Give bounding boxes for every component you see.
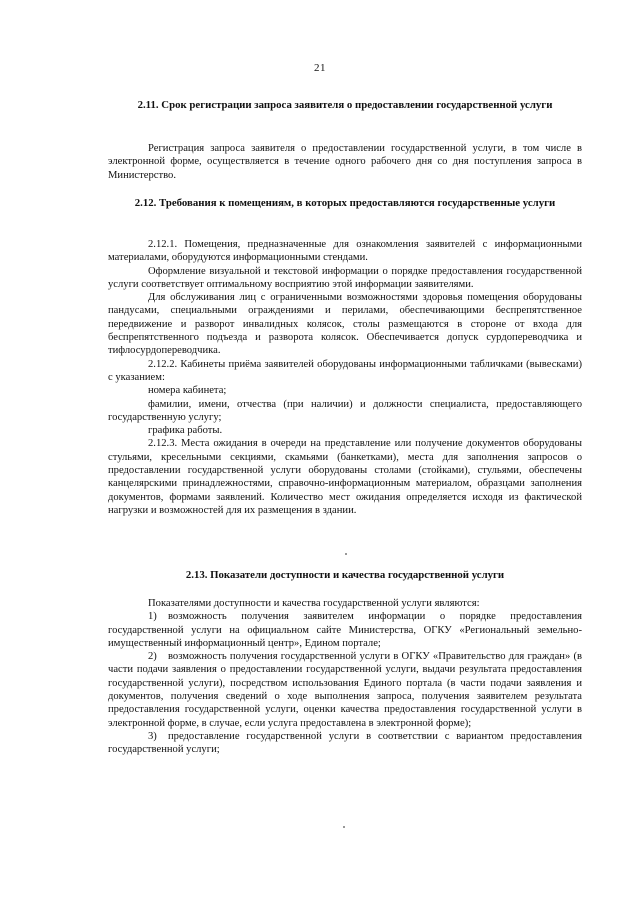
section-title: 2.13. Показатели доступности и качества государственной услуги <box>185 569 505 581</box>
paragraph: 2.12.3. Места ожидания в очереди на представление или получение документов оборудованы стульями, кресельными секциями, скамьями (банкетками), места для заполнения запросов о предоставлении государственной услуги оборудованы столами (стойками), стульями, обеспечены канцелярскими принадлежностями, справочно-информационным материалом, образцами заполнения документов, формами заявлений. Количество мест ожидания определяется исходя из фактической нагрузки и возможностей для их размещения в здании. <box>108 438 582 516</box>
section-2-11-body <box>108 142 582 182</box>
paragraph: фамилии, имени, отчества (при наличии) и должности специалиста, предоставляющего государственную услугу; <box>108 398 582 423</box>
list-item <box>108 650 582 730</box>
section-title: 2.11. Срок регистрации запроса заявителя о предоставлении государственной услуги <box>137 99 553 111</box>
paragraph: 2.12.1. Помещения, предназначенные для ознакомления заявителей с информационными материалами, оборудуются информационными стендами. <box>108 239 582 264</box>
scan-speck <box>345 553 347 555</box>
paragraph: Для обслуживания лиц с ограниченными возможностями здоровья помещения оборудованы пандусами, специальными ограждениями и перилами, обеспечивающими беспрепятственное передвижение и разворот инвалидных колясок, столы размещаются в стороне от входа для беспрепятственного подъезда и разворота колясок. Обеспечивается допуск сурдопереводчика и тифлосурдопереводчика. <box>108 292 582 357</box>
list-item <box>108 610 582 650</box>
paragraph: номера кабинета; <box>148 385 227 397</box>
list-number: 3) <box>148 730 157 742</box>
paragraph: Регистрация запроса заявителя о предоставлении государственной услуги, в том числе в электронной форме, осуществляется в течение одного рабочего дня со дня поступления запроса в Министерство. <box>108 143 582 181</box>
list-text: возможность получения заявителем информации о порядке предоставления государственной услуги на официальном сайте Министерства, ОГКУ «Региональный земельно-имущественный информационный центр», Едином портале; <box>108 611 582 649</box>
section-title: 2.12. Требования к помещениям, в которых предоставляются государственные услуги <box>134 197 556 209</box>
section-2-12-body <box>108 238 582 517</box>
section-2-12-heading <box>108 197 582 211</box>
scan-speck <box>343 826 345 828</box>
list-item <box>108 730 582 757</box>
page-number: 21 <box>314 62 326 74</box>
list-text: предоставление государственной услуги в соответствии с вариантом предоставления государственной услуги; <box>108 730 582 756</box>
paragraph: Показателями доступности и качества государственной услуги являются: <box>148 598 480 609</box>
section-2-11-heading <box>108 99 582 113</box>
paragraph: Оформление визуальной и текстовой информации о порядке предоставления государственной услуги соответствует оптимальному восприятию этой информации заявителями. <box>108 265 582 290</box>
list-number: 1) <box>148 611 157 623</box>
section-2-13-heading <box>108 569 582 583</box>
list-text: возможность получения государственной услуги в ОГКУ «Правительство для граждан» (в части подачи заявления о предоставлении государственной услуги, выдачи результата предоставления государственной услуги), посредством использования Единого портала (в части подачи заявления и документов, получения сведений о ходе выполнения запроса, получения заявителем результата предоставления государственной услуги, оценки качества предоставления государственной услуги в электронной форме, в случае, если услуга предоставлена в электронной форме); <box>108 651 582 729</box>
list-number: 2) <box>148 651 157 663</box>
paragraph: 2.12.2. Кабинеты приёма заявителей оборудованы информационными табличками (вывесками) с указанием: <box>108 358 582 383</box>
paragraph: графика работы. <box>148 425 223 437</box>
section-2-13-body <box>108 597 582 757</box>
